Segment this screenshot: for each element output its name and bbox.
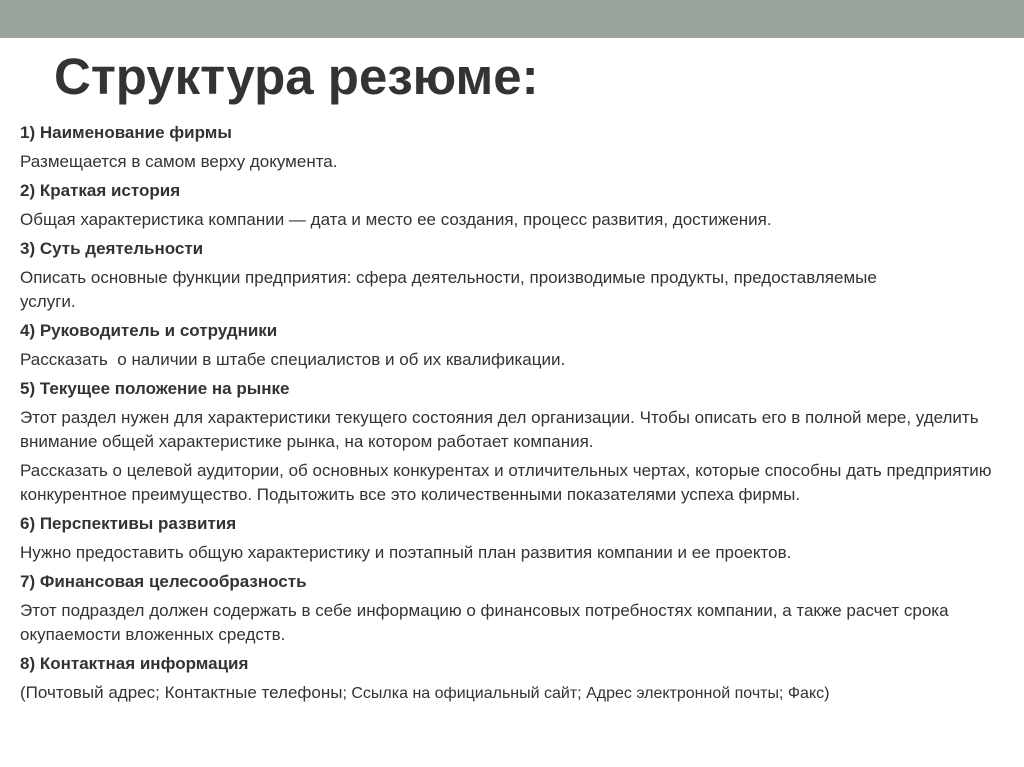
section-heading: 7) Финансовая целесообразность (20, 572, 307, 591)
section-text: Размещается в самом верху документа. (20, 152, 338, 171)
section-text: Общая характеристика компании — дата и место ее создания, процесс развития, достижения. (20, 210, 772, 229)
section-text: Описать основные функции предприятия: сфера деятельности, производимые продукты, предоставляемые услуги. (20, 268, 877, 311)
section-management-staff (20, 319, 1015, 372)
section-development-prospects (20, 512, 1015, 565)
slide-content (20, 121, 1015, 711)
section-heading: 2) Краткая история (20, 181, 181, 200)
section-company-name (20, 121, 1015, 174)
section-text: Этот подраздел должен содержать в себе информацию о финансовых потребностях компании, а также расчет срока окупаемости вложенных средств. (20, 601, 949, 644)
section-short-history (20, 179, 1015, 232)
section-heading: 8) Контактная информация (20, 654, 249, 673)
section-text: Рассказать о наличии в штабе специалистов и об их квалификации. (20, 350, 566, 369)
slide-title: Структура резюме: (54, 48, 539, 105)
top-bar (0, 0, 1024, 38)
section-text: Нужно предоставить общую характеристику и поэтапный план развития компании и ее проектов. (20, 543, 792, 562)
section-heading: 5) Текущее положение на рынке (20, 379, 290, 398)
section-contact-info (20, 652, 1015, 706)
section-activity (20, 237, 1015, 314)
section-text: Этот раздел нужен для характеристики текущего состояния дел организации. Чтобы описать его в полной мере, уделить внимание общей характеристике рынка, на котором работает компания. (20, 408, 979, 451)
contacts-part-rest: ; Ссылка на официальный сайт; Адрес электронной почты; Факс) (342, 685, 830, 702)
section-heading: 1) Наименование фирмы (20, 123, 232, 142)
contacts-text (20, 681, 1015, 706)
contacts-part-main: (Почтовый адрес; Контактные телефоны (20, 683, 343, 702)
section-text: Рассказать о целевой аудитории, об основных конкурентах и отличительных чертах, которые способны дать предприятию конкурентное преимущество. Подытожить все это количественными показателями успеха фирмы. (20, 461, 992, 504)
section-market-position (20, 377, 1015, 507)
section-heading: 6) Перспективы развития (20, 514, 237, 533)
section-heading: 4) Руководитель и сотрудники (20, 321, 278, 340)
section-financial-feasibility (20, 570, 1015, 647)
section-heading: 3) Суть деятельности (20, 239, 204, 258)
